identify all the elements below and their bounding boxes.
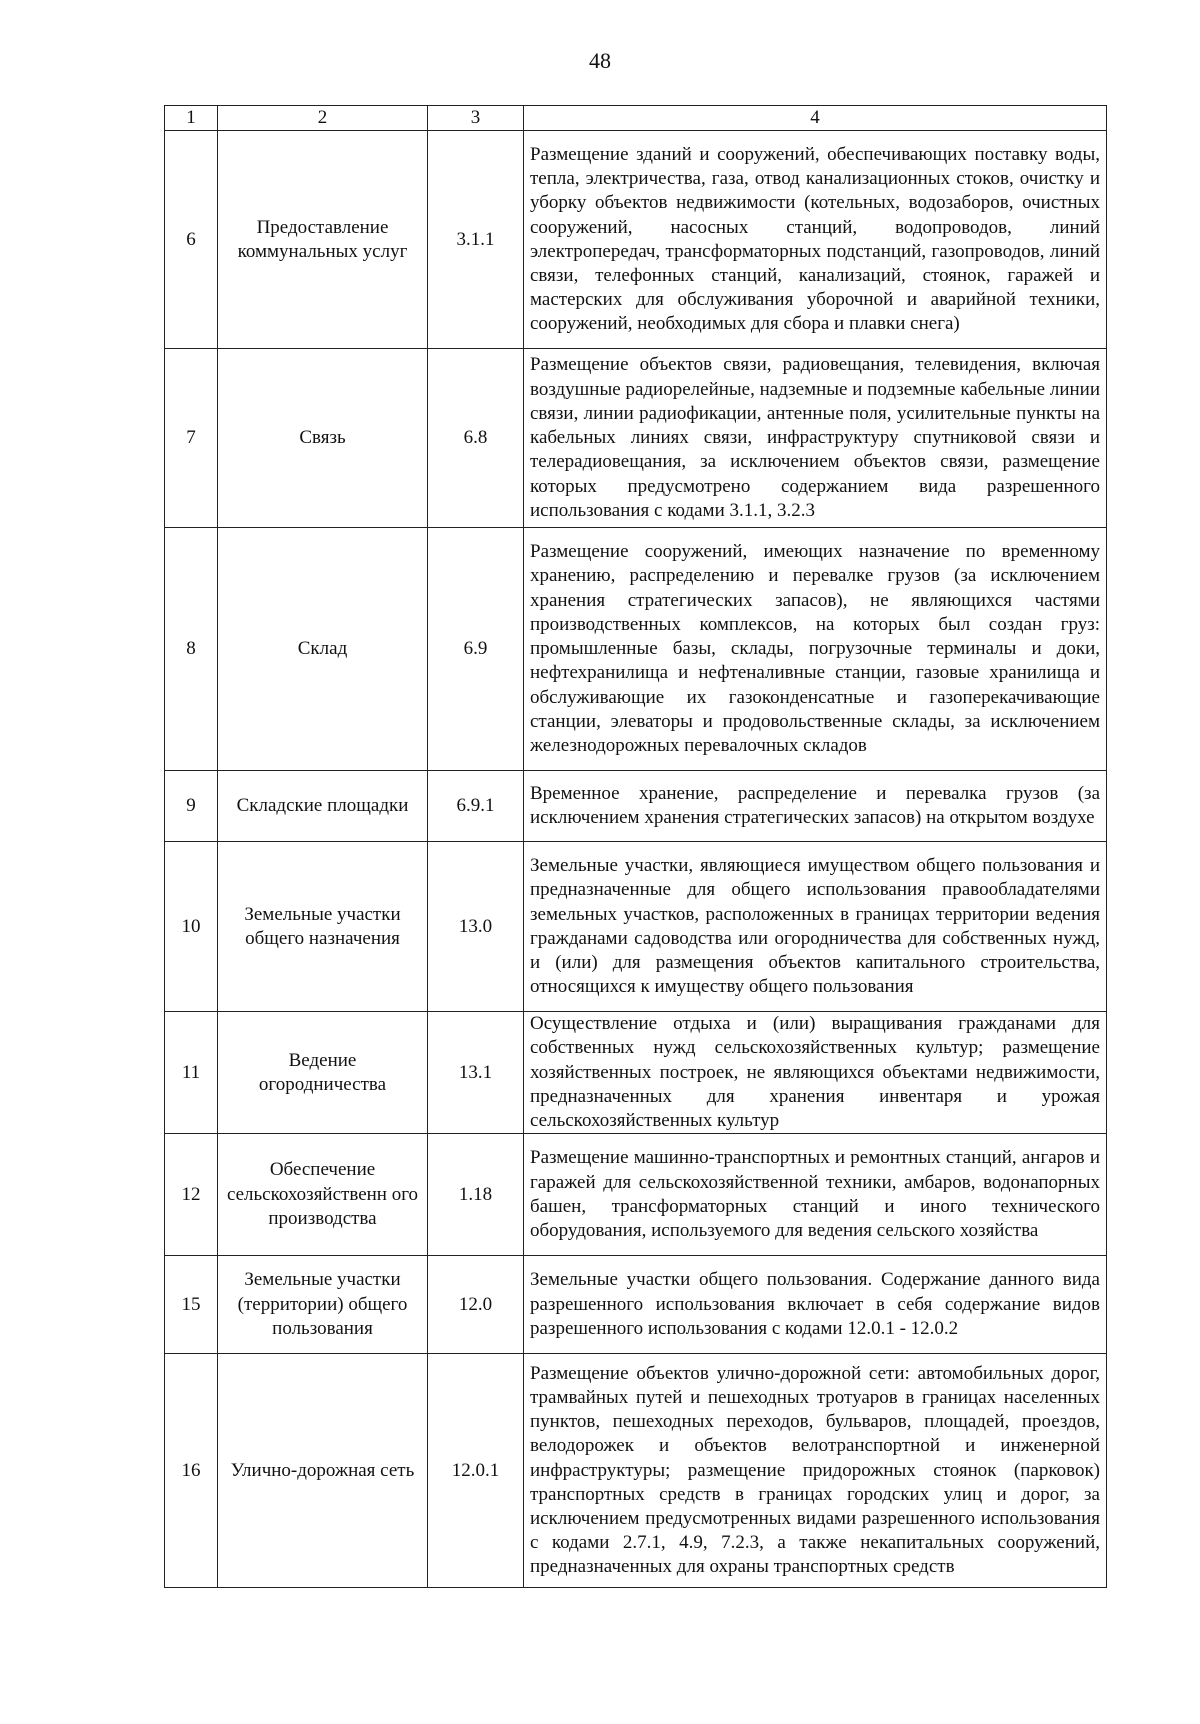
use-type-description: Размещение зданий и сооружений, обеспечивающих поставку воды, тепла, электричества, газа, отвод канализационных стоков, очистку и уборку объектов недвижимости (котельных, водозаборов, очистных сооружений, насосных станций, водопроводов, линий электропередач, трансформаторных подстанций, газопроводов, линий связи, телефонных станций, канализаций, стоянок, гаражей и мастерских для обслуживания уборочной и аварийной техники, сооружений, необходимых для сбора и плавки снега) — [524, 131, 1107, 349]
column-header: 2 — [218, 106, 428, 131]
use-type-description: Размещение объектов улично-дорожной сети: автомобильных дорог, трамвайных путей и пешеходных тротуаров в границах населенных пунктов, пешеходных переходов, бульваров, площадей, проездов, велодорожек и объектов велотранспортной и инженерной инфраструктуры; размещение придорожных стоянок (парковок) транспортных средств в границах городских улиц и дорог, за исключением предусмотренных видами разрешенного использования с кодами 2.7.1, 4.9, 7.2.3, а также некапитальных сооружений, предназначенных для охраны транспортных средств — [524, 1354, 1107, 1588]
column-header: 4 — [524, 106, 1107, 131]
table-row — [165, 842, 1107, 1012]
row-number: 11 — [165, 1012, 218, 1134]
use-type-description: Земельные участки, являющиеся имуществом общего пользования и предназначенные для общего использования правообладателями земельных участков, расположенных в границах территории ведения гражданами садоводства или огородничества для собственных нужд, и (или) для размещения объектов капитального строительства, относящихся к имуществу общего пользования — [524, 842, 1107, 1012]
use-type-name: Обеспечение сельскохозяйственн ого производства — [218, 1134, 428, 1256]
use-type-code: 13.1 — [428, 1012, 524, 1134]
use-type-code: 6.9.1 — [428, 771, 524, 842]
row-number: 7 — [165, 349, 218, 528]
use-type-code: 13.0 — [428, 842, 524, 1012]
column-header: 1 — [165, 106, 218, 131]
row-number: 6 — [165, 131, 218, 349]
use-type-name: Земельные участки общего назначения — [218, 842, 428, 1012]
use-type-description: Осуществление отдыха и (или) выращивания гражданами для собственных нужд сельскохозяйственных культур; размещение хозяйственных построек, не являющихся объектами недвижимости, предназначенных для хранения инвентаря и урожая сельскохозяйственных культур — [524, 1012, 1107, 1134]
use-type-description: Размещение машинно-транспортных и ремонтных станций, ангаров и гаражей для сельскохозяйственной техники, амбаров, водонапорных башен, трансформаторных станций и иного технического оборудования, используемого для ведения сельского хозяйства — [524, 1134, 1107, 1256]
table-header-row — [165, 106, 1107, 131]
use-type-name: Земельные участки (территории) общего пользования — [218, 1256, 428, 1354]
table-row — [165, 771, 1107, 842]
use-type-description: Земельные участки общего пользования. Содержание данного вида разрешенного использования включает в себя содержание видов разрешенного использования с кодами 12.0.1 - 12.0.2 — [524, 1256, 1107, 1354]
table-row — [165, 1012, 1107, 1134]
page-number: 48 — [589, 48, 611, 73]
use-type-name: Складские площадки — [218, 771, 428, 842]
column-header: 3 — [428, 106, 524, 131]
row-number: 15 — [165, 1256, 218, 1354]
use-type-description: Размещение объектов связи, радиовещания, телевидения, включая воздушные радиорелейные, надземные и подземные кабельные линии связи, линии радиофикации, антенные поля, усилительные пункты на кабельных линиях связи, инфраструктуру спутниковой связи и телерадиовещания, за исключением объектов связи, размещение которых предусмотрено содержанием вида разрешенного использования с кодами 3.1.1, 3.2.3 — [524, 349, 1107, 528]
table-row — [165, 131, 1107, 349]
table-row — [165, 349, 1107, 528]
table-row — [165, 528, 1107, 771]
use-type-code: 12.0.1 — [428, 1354, 524, 1588]
use-type-name: Склад — [218, 528, 428, 771]
row-number: 9 — [165, 771, 218, 842]
use-type-name: Предоставление коммунальных услуг — [218, 131, 428, 349]
use-type-name: Улично-дорожная сеть — [218, 1354, 428, 1588]
use-type-name: Связь — [218, 349, 428, 528]
row-number: 8 — [165, 528, 218, 771]
land-use-table — [164, 105, 1107, 1588]
use-type-description: Временное хранение, распределение и перевалка грузов (за исключением хранения стратегических запасов) на открытом воздухе — [524, 771, 1107, 842]
use-type-name: Ведение огородничества — [218, 1012, 428, 1134]
table-row — [165, 1354, 1107, 1588]
use-type-description: Размещение сооружений, имеющих назначение по временному хранению, распределению и перевалке грузов (за исключением хранения стратегических запасов), не являющихся частями производственных комплексов, на которых был создан груз: промышленные базы, склады, погрузочные терминалы и доки, нефтехранилища и нефтеналивные станции, газовые хранилища и обслуживающие их газоконденсатные и газоперекачивающие станции, элеваторы и продовольственные склады, за исключением железнодорожных перевалочных складов — [524, 528, 1107, 771]
use-type-code: 1.18 — [428, 1134, 524, 1256]
row-number: 10 — [165, 842, 218, 1012]
row-number: 16 — [165, 1354, 218, 1588]
use-type-code: 12.0 — [428, 1256, 524, 1354]
table-row — [165, 1134, 1107, 1256]
row-number: 12 — [165, 1134, 218, 1256]
use-type-code: 3.1.1 — [428, 131, 524, 349]
use-type-code: 6.9 — [428, 528, 524, 771]
table-row — [165, 1256, 1107, 1354]
use-type-code: 6.8 — [428, 349, 524, 528]
